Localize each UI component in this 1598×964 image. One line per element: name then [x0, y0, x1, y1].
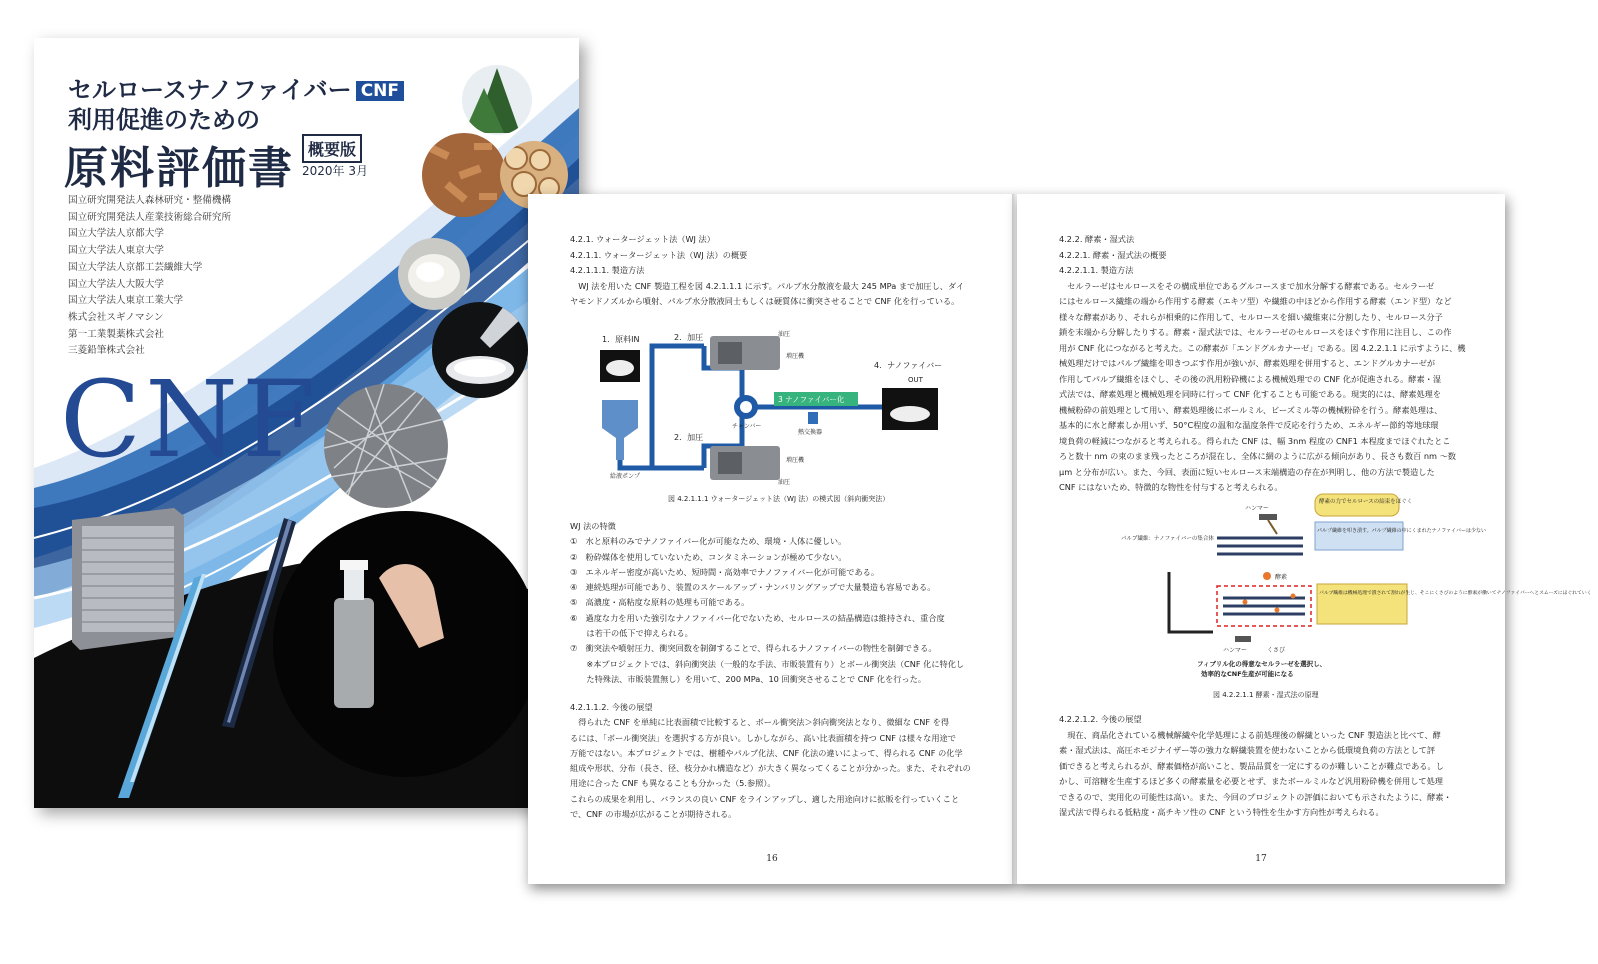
- organization-item: 三菱鉛筆株式会社: [68, 345, 145, 357]
- label-step3: 3 ナノファイバー化: [778, 395, 845, 404]
- paragraph-line: 現在、商品化されている機械解繊や化学処理による前処理後の解繊といった CNF 製造法と比べて、酵: [1059, 729, 1441, 740]
- paragraph-line: WJ 法を用いた CNF 製造工程を図 4.2.1.1.1 に示す。パルプ水分散液を最大 245 MPa まで加圧し、ダイ: [570, 280, 965, 291]
- prospect-title: 4.2.2.1.2. 今後の展望: [1059, 714, 1142, 724]
- paragraph-line: 組成や形状、分布（長さ、径、枝分かれ構造など）が大きく異なってくることが分かった。また、それぞれの: [570, 763, 971, 774]
- section-heading: 4.2.2.1. 酵素・湿式法の概要: [1059, 249, 1167, 260]
- label-hammer-bottom: ハンマー: [1223, 647, 1248, 654]
- page-17: [1017, 194, 1592, 884]
- organization-item: 国立大学法人東京工業大学: [68, 295, 184, 307]
- wj-intro-text: [570, 232, 980, 310]
- cover-date: 2020年 3月: [302, 164, 368, 178]
- paragraph-line: 得られた CNF を単純に比表面積で比較すると、ボール衝突法＞斜向衝突法となり、微細な CNF を得: [570, 717, 950, 728]
- label-oil-top: 油圧: [778, 331, 791, 338]
- feature-item: ⑤ 高濃度・高粘度な原料の処理も可能である。: [570, 597, 750, 608]
- section-heading: 4.2.1.1. ウォータージェット法（WJ 法）の概要: [570, 249, 748, 260]
- summary-badge: 概要版: [302, 134, 362, 163]
- feature-item: ③ エネルギー密度が高いため、短時間・高効率でナノファイバー化が可能である。: [570, 566, 880, 577]
- paragraph-line: セルラーゼはセルロースをその構成単位であるグルコースまで加水分解する酵素である。セルラーゼ: [1059, 280, 1435, 291]
- brochure-cover: [34, 38, 579, 808]
- callout-bottom: パルプ繊維は機械処理で潰されて割れが生じ、そこにくさびのように酵素が働いてナノファイバーへとスムーズにほぐれていく: [1319, 591, 1592, 596]
- wj-diagram: [592, 328, 952, 486]
- cover-title-line2: 利用促進のための: [68, 106, 260, 134]
- paragraph-line: 械処理だけではパルプ繊維を叩きつぶす作用が強いが、酵素処理を併用すると、エンドグルカナーゼが: [1059, 358, 1436, 368]
- cnf-tag: CNF: [356, 81, 404, 101]
- prospect-title: 4.2.1.1.2. 今後の展望: [570, 702, 653, 712]
- feature-item: ⑦ 衝突法や噴射圧力、衝突回数を制御することで、得られるナノファイバーの物性を制御できる。: [570, 643, 937, 654]
- paragraph-line: 用が CNF 化につながると考えた。この酵素が「エンドグルカナーゼ」である。図 4.2.2.1.1 に示すように、機: [1059, 342, 1466, 353]
- feature-item: ⑥ 過度な力を用いた強引なナノファイバー化でないため、セルロースの結晶構造は維持され、重合度: [570, 612, 945, 623]
- enzyme-intro-text: [1059, 232, 1469, 496]
- paragraph-line: で、CNF の市場が広がることが期待される。: [570, 809, 737, 820]
- paragraph-line: 境負荷の軽減につながると考えられる。得られた CNF は、幅 3nm 程度の CNF1 本程度までほぐれたとこ: [1059, 435, 1451, 446]
- enzyme-prospect: [1059, 712, 1469, 821]
- section-heading: 4.2.2. 酵素・湿式法: [1059, 234, 1135, 244]
- cover-big-cnf: CNF: [60, 358, 320, 481]
- label-hammer-top: ハンマー: [1245, 505, 1270, 512]
- paragraph-line: にはセルロース繊維の端から作用する酵素（エキソ型）や繊維の中ほどから作用する酵素（エンド型）など: [1059, 296, 1452, 306]
- label-step1: 1．原料IN: [602, 335, 640, 344]
- feature-item: ② 粉砕媒体を使用していないため、コンタミネーションが極めて少ない。: [570, 551, 847, 562]
- paragraph-line: 用途に合った CNF も異なることも分かった（5.参照）。: [570, 778, 776, 789]
- paragraph-line: かし、可溶糖を生産するほど多くの酵素量を必要とせず、またボールミルなど汎用粉砕機を併用して処理: [1059, 776, 1443, 786]
- page-number: 17: [1255, 854, 1267, 864]
- section-heading: 4.2.1.1.1. 製造方法: [570, 265, 645, 275]
- feature-item: ① 水と原料のみでナノファイバー化が可能なため、環境・人体に優しい。: [570, 536, 847, 547]
- paragraph-line: るには、「ボール衝突法」を選択する方が良い。しかしながら、高い比表面積を持つ CNF は様々な用途で: [570, 732, 956, 743]
- enzyme-diagram: [1117, 492, 1592, 678]
- label-enzyme: 酵素: [1275, 574, 1288, 581]
- label-wedge: くさび: [1267, 647, 1286, 654]
- label-step2b: 2．加圧: [674, 433, 704, 442]
- paragraph-line: 価できると考えられるが、酵素価格が高いこと、製品品質を一定にするのが難しいことが難点である。し: [1059, 760, 1444, 771]
- label-step2a: 2．加圧: [674, 333, 704, 342]
- section-heading: 4.2.1. ウォータージェット法（WJ 法）: [570, 234, 715, 244]
- label-step4: 4．ナノファイバー: [874, 361, 943, 370]
- organization-item: 国立大学法人京都工芸繊維大学: [68, 261, 203, 273]
- feature-item: ※本プロジェクトでは、斜向衝突法（一般的な手法、市販装置有り）とボール衝突法（CNF 化に特化し: [570, 658, 965, 669]
- page-16: [528, 194, 1016, 884]
- paragraph-line: 作用してパルプ繊維をほぐし、その後の汎用粉砕機による機械処理での CNF 化が促進される。酵素・湿: [1059, 373, 1442, 384]
- paragraph-line: 万能ではない。本プロジェクトでは、樹種やパルプ化法、CNF 化法の違いによって、得られる CNF の化学: [570, 747, 963, 758]
- label-oil-bottom: 油圧: [778, 479, 791, 486]
- cover-main-title: 原料評価書: [64, 143, 294, 194]
- organization-item: 株式会社スギノマシン: [68, 311, 164, 323]
- summary-line1: フィブリル化の得意なセルラーゼを選択し、: [1197, 660, 1327, 668]
- label-pulp: パルプ繊維：ナノファイバーの集合体: [1121, 536, 1214, 542]
- label-booster-bottom: 増圧機: [786, 457, 805, 464]
- wj-features: [570, 519, 980, 687]
- feature-item: は若干の低下で抑えられる。: [570, 628, 693, 639]
- feature-item: た特殊法、市販装置無し）を用いて、200 MPa、10 回衝突させることで CNF 化を行った。: [570, 673, 927, 684]
- paragraph-line: 素・湿式法は、高圧ホモジナイザー等の強力な解繊装置を使わないことから低環境負荷の方法として評: [1059, 745, 1436, 755]
- label-chamber: チャンバー: [732, 423, 762, 430]
- page-number: 16: [766, 854, 778, 864]
- wj-prospect: [570, 700, 980, 822]
- paragraph-line: μm と分布が広い。また、今回、表面に短いセルロース末端構造の存在が判明し、他の方法で製造した: [1059, 466, 1435, 477]
- organization-item: 国立大学法人東京大学: [68, 245, 164, 257]
- filter-photo: [72, 508, 184, 650]
- paragraph-line: できるので、実用化の可能性は高い。また、今回のプロジェクトの評価においても示されたように、酵素・: [1059, 791, 1452, 802]
- organization-item: 第一工業製薬株式会社: [68, 328, 164, 340]
- callout-mid: パルプ繊維を叩き潰す。パルプ繊維の中にくまれたナノファイバーは少ない: [1317, 528, 1487, 534]
- label-pump: 給液ポンプ: [610, 473, 641, 480]
- paragraph-line: 鎖を末端から分解したりする。酵素・湿式法では、セルラーゼのセルロースをほぐす作用に注目し、この作: [1059, 327, 1452, 337]
- features-title: WJ 法の特徴: [570, 521, 616, 531]
- organization-list: [68, 193, 231, 360]
- organization-item: 国立研究開発法人森林研究・整備機構: [68, 195, 232, 206]
- section-heading: 4.2.2.1.1. 製造方法: [1059, 265, 1134, 275]
- paragraph-line: 機械粉砕の前処理として用い、酵素処理後にボールミル、ビーズミル等の機械粉砕を行う。酵素処理は、: [1059, 404, 1443, 415]
- label-out: OUT: [908, 376, 923, 384]
- paragraph-line: ろと数十 nm の束のまま残ったところが混在し、全体に網のように広がる傾向があり、長さも数百 nm ～数: [1059, 451, 1456, 461]
- summary-line2: 効率的なCNF生産が可能になる: [1201, 670, 1294, 678]
- paragraph-line: ヤモンドノズルから噴射、パルプ水分散液同士もしくは硬質体に衝突させることで CNF 化を行っている。: [570, 296, 960, 306]
- callout-top: 酵素の力でセルロースの結束をほぐく: [1319, 499, 1413, 505]
- organization-item: 国立研究開発法人産業技術総合研究所: [68, 211, 232, 223]
- paragraph-line: 様々な酵素があり、それらが相乗的に作用して、セルロースを細い繊維束に分割したり、セルロース分子: [1059, 311, 1443, 322]
- paragraph-line: 湿式法で得られる低粘度・高チキソ性の CNF という特性を生かす方向性が考えられる。: [1059, 807, 1384, 817]
- cover-title-text: セルロースナノファイバー: [68, 76, 352, 104]
- paragraph-line: これらの成果を利用し、バランスの良い CNF をラインアップし、適した用途向けに拡販を行っていくこと: [570, 793, 960, 804]
- paragraph-line: 式法では、酵素処理と機械処理を同時に行って CNF 化することも可能である。現実的には、酵素処理を: [1059, 389, 1442, 399]
- paragraph-line: CNF にはないため、特徴的な物性を付与すると考えられる。: [1059, 482, 1283, 492]
- figure-caption: 図 4.2.2.1.1 酵素・湿式法の原理: [1213, 691, 1319, 699]
- paragraph-line: 基本的に水と酵素しか用いず、50°C程度の温和な温度条件で反応を行うため、エネルギー節約等地球環: [1059, 420, 1439, 430]
- label-booster-top: 増圧機: [786, 353, 805, 360]
- figure-caption: 図 4.2.1.1.1 ウォータージェット法（WJ 法）の模式図（斜向衝突法）: [668, 495, 890, 503]
- organization-item: 国立大学法人京都大学: [68, 228, 164, 240]
- label-heat-exchanger: 熱交換器: [798, 429, 823, 436]
- organization-item: 国立大学法人大阪大学: [68, 278, 164, 290]
- feature-item: ④ 連続処理が可能であり、装置のスケールアップ・ナンバリングアップで大量製造も容易である。: [570, 582, 936, 593]
